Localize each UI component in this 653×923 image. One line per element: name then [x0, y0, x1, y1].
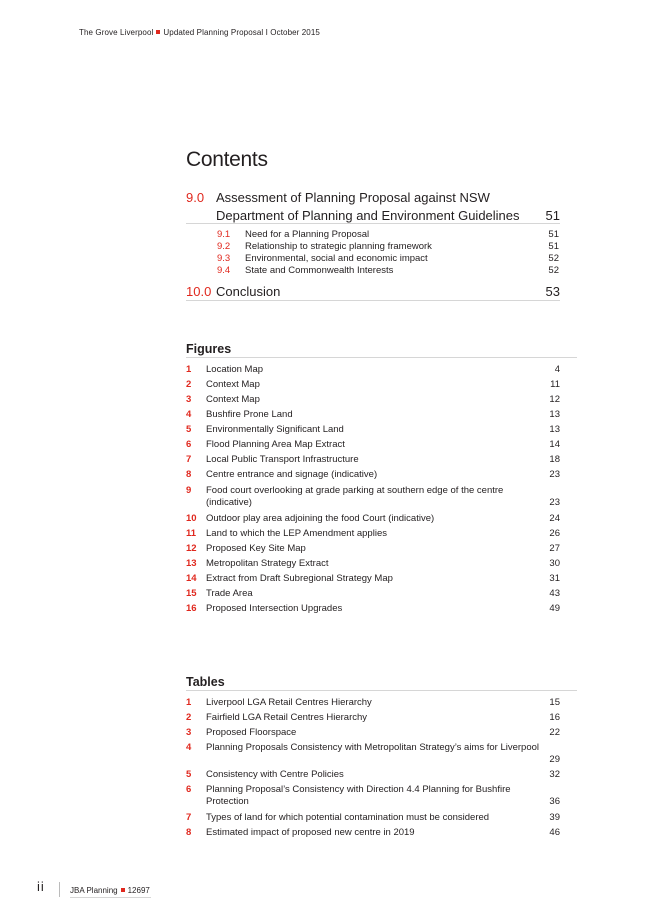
section-title: Conclusion: [216, 284, 281, 299]
entry-number: 5: [186, 769, 192, 780]
entry-title: Trade Area: [206, 588, 253, 599]
entry-page: 29: [549, 754, 560, 765]
entry-page: 43: [549, 588, 560, 599]
entry-title: Context Map: [206, 394, 260, 405]
toc-subsection[interactable]: [217, 253, 559, 265]
entry-number: 1: [186, 697, 192, 708]
entry-number: 4: [186, 742, 192, 753]
divider: [186, 690, 577, 691]
entry-number: 3: [186, 727, 192, 738]
footer-divider: [59, 882, 60, 897]
subsection-number: 9.2: [217, 241, 231, 252]
entry-number: 1: [186, 364, 192, 375]
entry-title: Metropolitan Strategy Extract: [206, 558, 329, 569]
entry-page: 26: [549, 528, 560, 539]
entry-page: 11: [550, 379, 560, 390]
entry-title: Location Map: [206, 364, 264, 375]
header-project: The Grove Liverpool: [79, 28, 154, 37]
entry-page: 12: [549, 394, 560, 405]
header-document: Updated Planning Proposal: [163, 28, 264, 37]
page-number: ii: [37, 879, 45, 894]
entry-number: 15: [186, 588, 197, 599]
header-separator: I: [265, 28, 268, 37]
entry-page: 36: [549, 796, 560, 807]
entry-number: 3: [186, 394, 192, 405]
entry-page: 13: [549, 424, 560, 435]
entry-page: 32: [549, 769, 560, 780]
toc-subsection[interactable]: [217, 241, 559, 253]
entry-page: 22: [549, 727, 560, 738]
entry-page: 13: [549, 409, 560, 420]
entry-number: 12: [186, 543, 197, 554]
entry-title: Fairfield LGA Retail Centres Hierarchy: [206, 712, 368, 723]
toc-section[interactable]: [186, 189, 560, 225]
figures-heading: Figures: [186, 342, 232, 356]
subsection-page: 52: [548, 265, 559, 276]
entry-title: Land to which the LEP Amendment applies: [206, 528, 387, 539]
entry-title: Proposed Intersection Upgrades: [206, 603, 343, 614]
section-title: Assessment of Planning Proposal against NSW Department of Planning and Environment Guidelines: [216, 190, 520, 223]
entry-title: Bushfire Prone Land: [206, 409, 293, 420]
divider: [186, 300, 560, 301]
entry-number: 6: [186, 784, 192, 795]
page-title: Contents: [186, 148, 268, 171]
entry-title: Estimated impact of proposed new centre in 2019: [206, 827, 415, 838]
header-date: October 2015: [270, 28, 320, 37]
entry-page: 23: [549, 497, 560, 508]
entry-page: 27: [549, 543, 560, 554]
entry-number: 4: [186, 409, 192, 420]
subsection-page: 51: [548, 229, 559, 240]
entry-title: Planning Proposals Consistency with Metropolitan Strategy’s aims for Liverpool: [206, 742, 540, 753]
entry-title: Planning Proposal’s Consistency with Direction 4.4 Planning for Bushfire Protection: [206, 784, 511, 807]
entry-title: Food court overlooking at grade parking at southern edge of the centre (indicative): [206, 485, 504, 508]
section-page: 53: [545, 284, 560, 299]
entry-number: 7: [186, 454, 192, 465]
footer-company: JBA Planning: [70, 886, 118, 895]
entry-title: Extract from Draft Subregional Strategy Map: [206, 573, 393, 584]
entry-number: 14: [186, 573, 197, 584]
entry-number: 8: [186, 469, 192, 480]
entry-title: Flood Planning Area Map Extract: [206, 439, 345, 450]
entry-page: 18: [549, 454, 560, 465]
entry-page: 39: [549, 812, 560, 823]
divider: [186, 223, 560, 224]
entry-number: 9: [186, 485, 192, 496]
section-number: 9.0: [186, 190, 205, 205]
entry-number: 5: [186, 424, 192, 435]
entry-title: Proposed Key Site Map: [206, 543, 306, 554]
entry-number: 6: [186, 439, 192, 450]
subsection-title: Environmental, social and economic impact: [245, 253, 428, 264]
divider: [186, 357, 577, 358]
entry-title: Centre entrance and signage (indicative): [206, 469, 378, 480]
entry-number: 2: [186, 379, 192, 390]
entry-title: Proposed Floorspace: [206, 727, 297, 738]
entry-title: Liverpool LGA Retail Centres Hierarchy: [206, 697, 372, 708]
entry-page: 14: [549, 439, 560, 450]
entry-page: 23: [549, 469, 560, 480]
tables-heading: Tables: [186, 675, 225, 689]
subsection-title: Relationship to strategic planning framework: [245, 241, 432, 252]
entry-page: 15: [549, 697, 560, 708]
entry-number: 2: [186, 712, 192, 723]
subsection-number: 9.1: [217, 229, 231, 240]
bullet-dot-icon: [156, 30, 160, 34]
bullet-dot-icon: [121, 888, 125, 892]
section-number: 10.0: [186, 284, 212, 299]
entry-page: 24: [549, 513, 560, 524]
footer-underline: [70, 897, 151, 898]
entry-title: Context Map: [206, 379, 260, 390]
entry-page: 31: [549, 573, 560, 584]
subsection-page: 52: [548, 253, 559, 264]
entry-page: 46: [549, 827, 560, 838]
entry-title: Types of land for which potential contamination must be considered: [206, 812, 490, 823]
running-header: [79, 28, 320, 37]
entry-title: Local Public Transport Infrastructure: [206, 454, 359, 465]
toc-subsection[interactable]: [217, 229, 559, 241]
entry-title: Outdoor play area adjoining the food Court (indicative): [206, 513, 435, 524]
subsection-number: 9.3: [217, 253, 231, 264]
entry-number: 11: [186, 528, 197, 539]
entry-page: 49: [549, 603, 560, 614]
subsection-title: State and Commonwealth Interests: [245, 265, 394, 276]
entry-number: 16: [186, 603, 197, 614]
entry-number: 13: [186, 558, 197, 569]
entry-number: 8: [186, 827, 192, 838]
footer-job-number: 12697: [127, 886, 150, 895]
toc-subsection[interactable]: [217, 265, 559, 277]
subsection-title: Need for a Planning Proposal: [245, 229, 370, 240]
toc-section[interactable]: [186, 283, 560, 301]
entry-title: Consistency with Centre Policies: [206, 769, 344, 780]
section-page: 51: [545, 208, 560, 223]
entry-number: 10: [186, 513, 197, 524]
entry-title: Environmentally Significant Land: [206, 424, 344, 435]
entry-number: 7: [186, 812, 192, 823]
subsection-number: 9.4: [217, 265, 231, 276]
entry-page: 30: [549, 558, 560, 569]
subsection-page: 51: [548, 241, 559, 252]
entry-page: 16: [549, 712, 560, 723]
entry-page: 4: [554, 364, 560, 375]
footer-label: [70, 886, 150, 895]
